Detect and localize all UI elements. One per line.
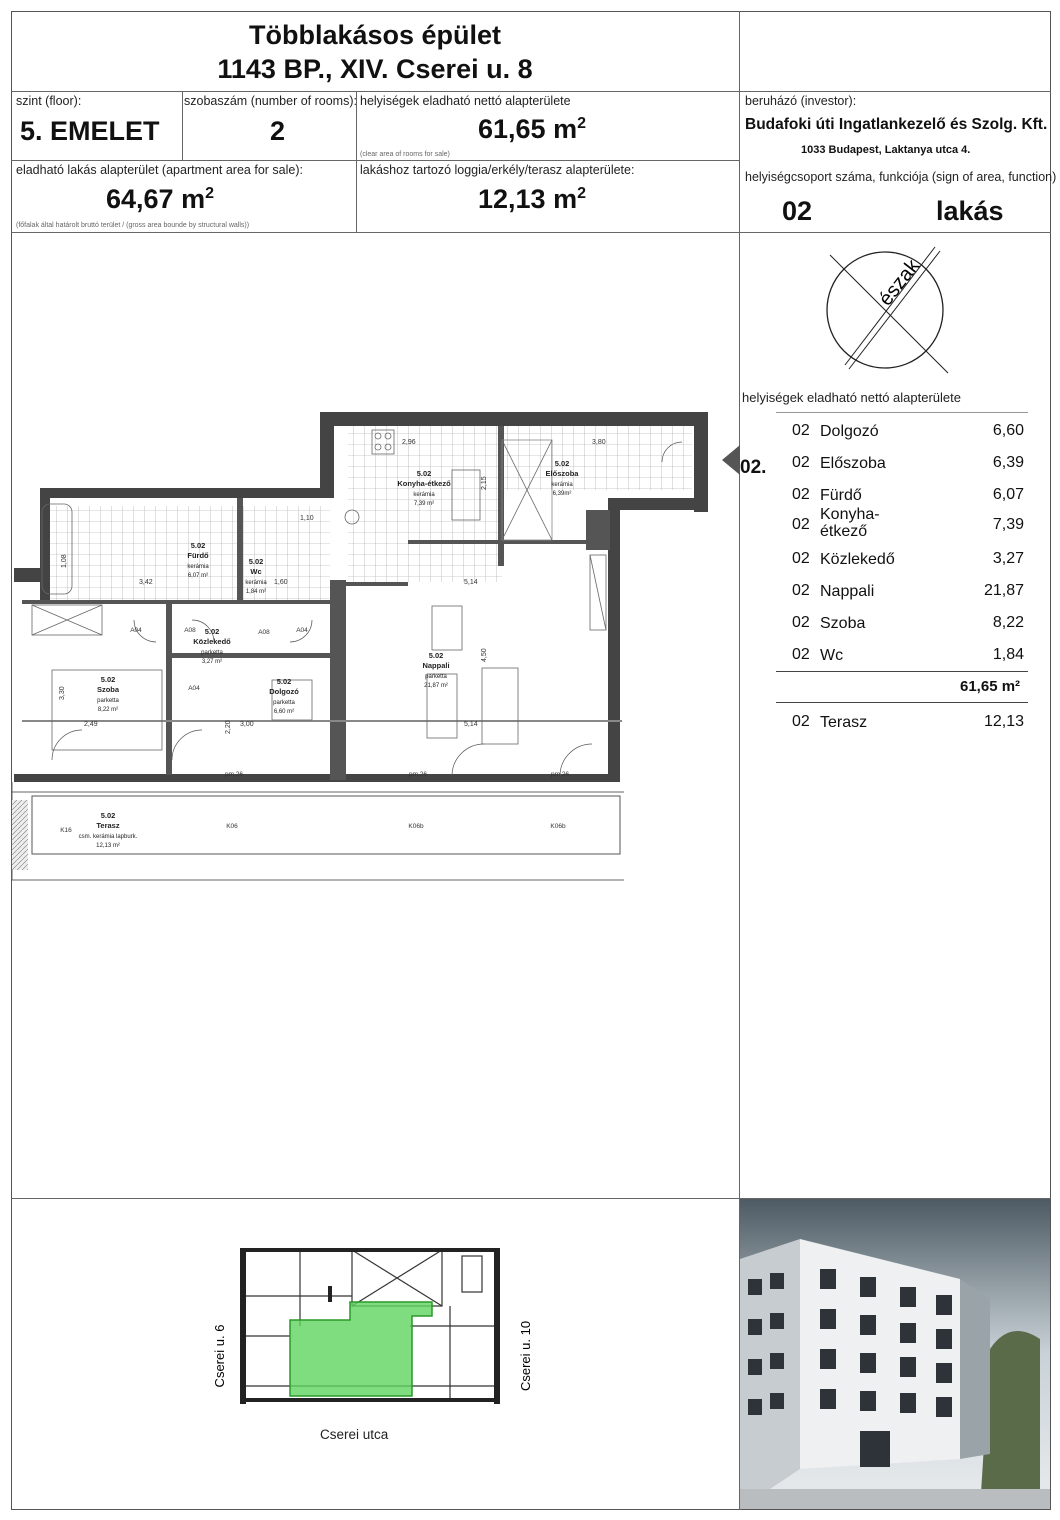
- dim-label: 2,49: [84, 721, 98, 728]
- floor-label: szint (floor):: [16, 94, 82, 108]
- room-study-finish: parketta: [273, 700, 295, 706]
- room-study-id: 5.02: [276, 677, 292, 686]
- door-tag: A04: [296, 627, 308, 634]
- dim-label: 2,96: [402, 439, 416, 446]
- room-hall-id: 5.02: [554, 459, 570, 468]
- room-row: 02 Konyha- étkező 7,39: [792, 506, 1024, 540]
- room-row: 02 Fürdő 6,07: [792, 486, 1024, 504]
- bottom-street-label: Cserei utca: [320, 1427, 389, 1442]
- room-row: 02 Előszoba 6,39: [792, 454, 1024, 472]
- rooms-total: 61,65 m²: [960, 678, 1021, 695]
- dim-label: 2,20: [225, 720, 232, 734]
- room-wc-finish: kerámia: [245, 580, 267, 586]
- rooms-table-heading: helyiségek eladható nettó alapterülete: [742, 390, 961, 405]
- door-tag: A04: [188, 685, 200, 692]
- room-bath-name: Fürdő: [187, 551, 209, 560]
- room-terrace-name: Terasz: [96, 821, 120, 830]
- room-living-area: 21,87 m²: [424, 683, 448, 689]
- apartment-area-note: (főfalak által határolt bruttó terület / (gross area bounde by structural walls)): [16, 222, 250, 229]
- room-terrace-id: 5.02: [100, 811, 116, 820]
- dim-label: 4,50: [481, 648, 488, 662]
- door-tag: A08: [184, 627, 196, 634]
- apartment-highlight: [290, 1302, 432, 1396]
- door-tag: K06b: [550, 823, 566, 830]
- room-bath-finish: kerámia: [187, 564, 209, 570]
- loggia-value: 12,13 $m^2$: [478, 184, 586, 214]
- group-label: helyiségcsoport száma, funkciója (sign of area, function): [745, 170, 1057, 184]
- room-bedroom-finish: parketta: [97, 698, 119, 704]
- dim-label: 1,10: [300, 515, 314, 522]
- divider: [11, 232, 1051, 233]
- divider: [356, 91, 357, 232]
- door-tag: K06: [226, 823, 238, 830]
- divider: [776, 671, 1028, 672]
- rooms-label: szobaszám (number of rooms):: [184, 94, 357, 108]
- room-bath-area: 6,07 m²: [187, 573, 209, 579]
- dim-label: 3,80: [592, 439, 606, 446]
- room-bedroom-area: 8,22 m²: [97, 707, 119, 713]
- parapet-label: pm 26: [550, 771, 570, 778]
- investor-label: beruházó (investor):: [745, 94, 857, 108]
- floor-value: 5. EMELET: [20, 116, 160, 146]
- room-wc-area: 1,84 m²: [245, 589, 267, 595]
- room-corridor-area: 3,27 m²: [201, 659, 223, 665]
- group-function: lakás: [936, 196, 1004, 226]
- terrace-row: 02 Terasz 12,13: [792, 713, 1024, 731]
- dim-label: 5,14: [464, 721, 478, 728]
- entry-marker: 02.: [740, 457, 767, 478]
- dim-label: 3,00: [240, 721, 254, 728]
- left-street-label: Cserei u. 6: [212, 1324, 227, 1388]
- parapet-label: pm 26: [224, 771, 244, 778]
- room-corridor-finish: parketta: [201, 650, 223, 656]
- divider: [11, 160, 739, 161]
- room-kitchen-area: 7,39 m²: [413, 501, 435, 507]
- building-title: Többlakásos épület: [248, 20, 502, 50]
- divider: [776, 412, 1028, 413]
- net-area-value: 61,65 $m^2$: [478, 114, 586, 144]
- room-terrace-finish: csm. kerámia lapburk.: [78, 834, 138, 840]
- room-study-area: 6,60 m²: [273, 709, 295, 715]
- site-plan: [200, 1236, 533, 1426]
- divider: [776, 702, 1028, 703]
- room-corridor-name: Közlekedő: [193, 637, 231, 646]
- room-row: 02 Közlekedő 3,27: [792, 550, 1024, 568]
- apartment-area-value: 64,67 $m^2$: [106, 184, 214, 214]
- room-bedroom-id: 5.02: [100, 675, 116, 684]
- room-hall-area: 6,39m²: [552, 491, 572, 497]
- dim-label: 2,15: [481, 476, 488, 490]
- room-living-finish: parketta: [425, 674, 447, 680]
- room-row: 02 Dolgozó 6,60: [792, 422, 1024, 440]
- room-study-name: Dolgozó: [269, 687, 299, 696]
- room-hall-name: Előszoba: [545, 469, 579, 478]
- net-area-label: helyiségek eladható nettó alapterülete: [360, 94, 571, 108]
- divider: [11, 91, 1051, 92]
- net-area-note: (clear area of rooms for sale): [360, 151, 450, 158]
- room-wc-name: Wc: [250, 567, 262, 576]
- dim-label: 1,08: [61, 554, 68, 568]
- room-living-id: 5.02: [428, 651, 444, 660]
- room-hall-finish: kerámia: [551, 482, 573, 488]
- floor-plan: [12, 400, 724, 890]
- dim-label: 3,42: [139, 579, 153, 586]
- building-render: [740, 1199, 1050, 1509]
- room-kitchen-name: Konyha-étkező: [397, 479, 451, 488]
- investor-name: Budafoki úti Ingatlankezelő és Szolg. Kft.: [745, 116, 1048, 133]
- room-row: 02 Wc 1,84: [792, 646, 1024, 664]
- door-tag: A04: [130, 627, 142, 634]
- room-bath-id: 5.02: [190, 541, 206, 550]
- dim-label: 1,60: [274, 579, 288, 586]
- room-bedroom-name: Szoba: [96, 685, 120, 694]
- loggia-label: lakáshoz tartozó loggia/erkély/terasz alapterülete:: [360, 163, 635, 177]
- room-corridor-id: 5.02: [204, 627, 220, 636]
- compass-label: észak: [874, 255, 925, 311]
- dim-label: 3,30: [59, 686, 66, 700]
- investor-address: 1033 Budapest, Laktanya utca 4.: [801, 144, 971, 156]
- room-living-name: Nappali: [422, 661, 450, 670]
- building-address: 1143 BP., XIV. Cserei u. 8: [217, 54, 533, 84]
- parapet-label: pm 26: [408, 771, 428, 778]
- group-number: 02: [782, 196, 813, 226]
- door-tag: A08: [258, 629, 270, 636]
- dim-label: 5,14: [464, 579, 478, 586]
- apartment-area-label: eladható lakás alapterület (apartment area for sale):: [16, 163, 303, 177]
- room-row: 02 Szoba 8,22: [792, 614, 1024, 632]
- room-kitchen-id: 5.02: [416, 469, 432, 478]
- room-row: 02 Nappali 21,87: [792, 582, 1024, 600]
- door-tag: K06b: [408, 823, 424, 830]
- room-kitchen-finish: kerámia: [413, 492, 435, 498]
- room-terrace-area: 12,13 m²: [96, 843, 120, 849]
- room-wc-id: 5.02: [248, 557, 264, 566]
- rooms-value: 2: [270, 116, 286, 146]
- right-street-label: Cserei u. 10: [518, 1320, 533, 1392]
- north-compass: [810, 235, 960, 385]
- door-tag: K16: [60, 827, 72, 834]
- divider: [182, 91, 183, 160]
